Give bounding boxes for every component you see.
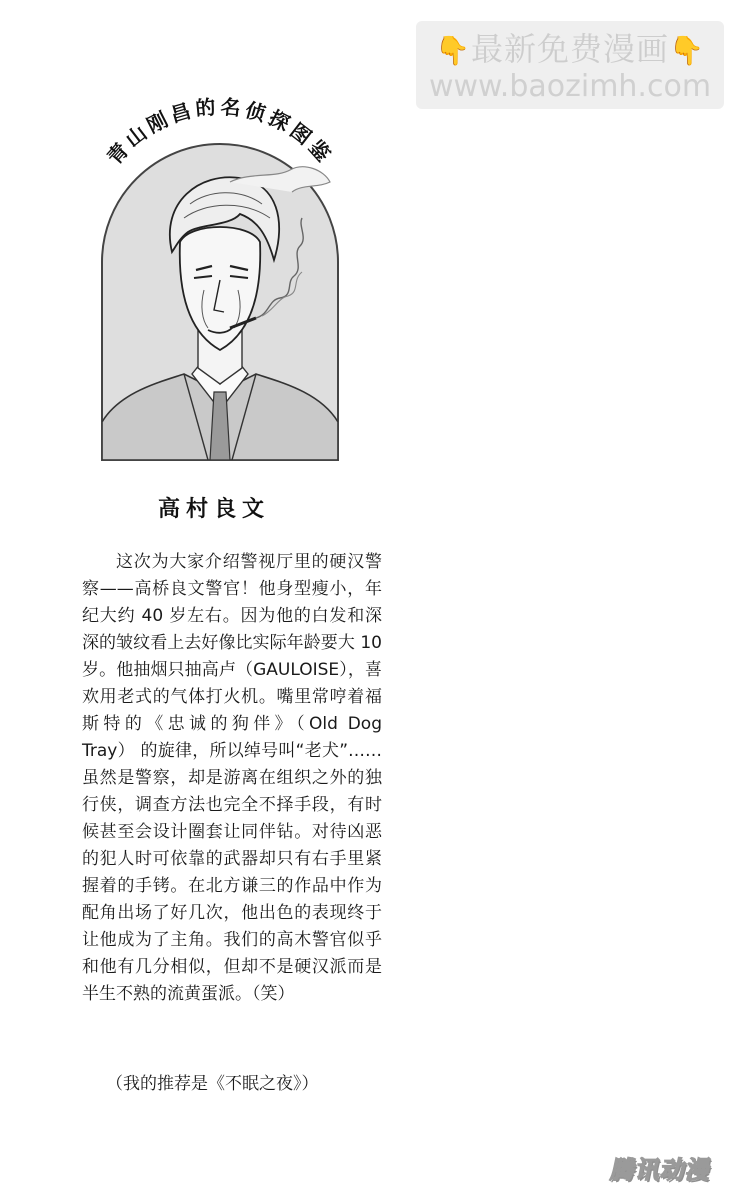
- banner-url: www.baozimh.com: [428, 69, 712, 104]
- detective-portrait-illustration: [80, 92, 360, 472]
- watermark-banner: [416, 21, 724, 109]
- recommendation-line: （我的推荐是《不眠之夜》）: [106, 1074, 319, 1094]
- banner-title: 最新免费漫画: [470, 30, 669, 68]
- tencent-comic-logo: 腾讯动漫: [608, 1155, 715, 1184]
- banner-title-row: [416, 29, 724, 71]
- article-body: 这次为大家介绍警视厅里的硬汉警察——高桥良文警官！他身型瘦小，年纪大约 40 岁左右。因为他的白发和深深的皱纹看上去好像比实际年龄要大 10 岁。他抽烟只抽高卢（GAULOISE），喜欢用老式的气体打火机。嘴里常哼着福斯特的《忠诚的狗伴》（Old Dog Tray） 的旋律，所以绰号叫“老犬”……虽然是警察，却是游离在组织之外的独行侠，调查方法也完全不择手段，有时候甚至会设计圈套让同伴钻。对待凶恶的犯人时可依靠的武器却只有右手里紧握着的手铐。在北方谦三的作品中作为配角出场了好几次，他出色的表现终于让他成为了主角。我们的高木警官似乎和他有几分相似，但却不是硬汉派而是半生不熟的流黄蛋派。（笑）: [82, 552, 382, 1004]
- arc-title: 青山刚昌的名侦探图鉴: [102, 94, 338, 170]
- pointing-down-hand-icon: 👇: [669, 34, 705, 67]
- character-name: 高村良文: [158, 496, 271, 522]
- pointing-down-hand-icon: 👇: [435, 34, 471, 67]
- portrait-section: [80, 92, 360, 472]
